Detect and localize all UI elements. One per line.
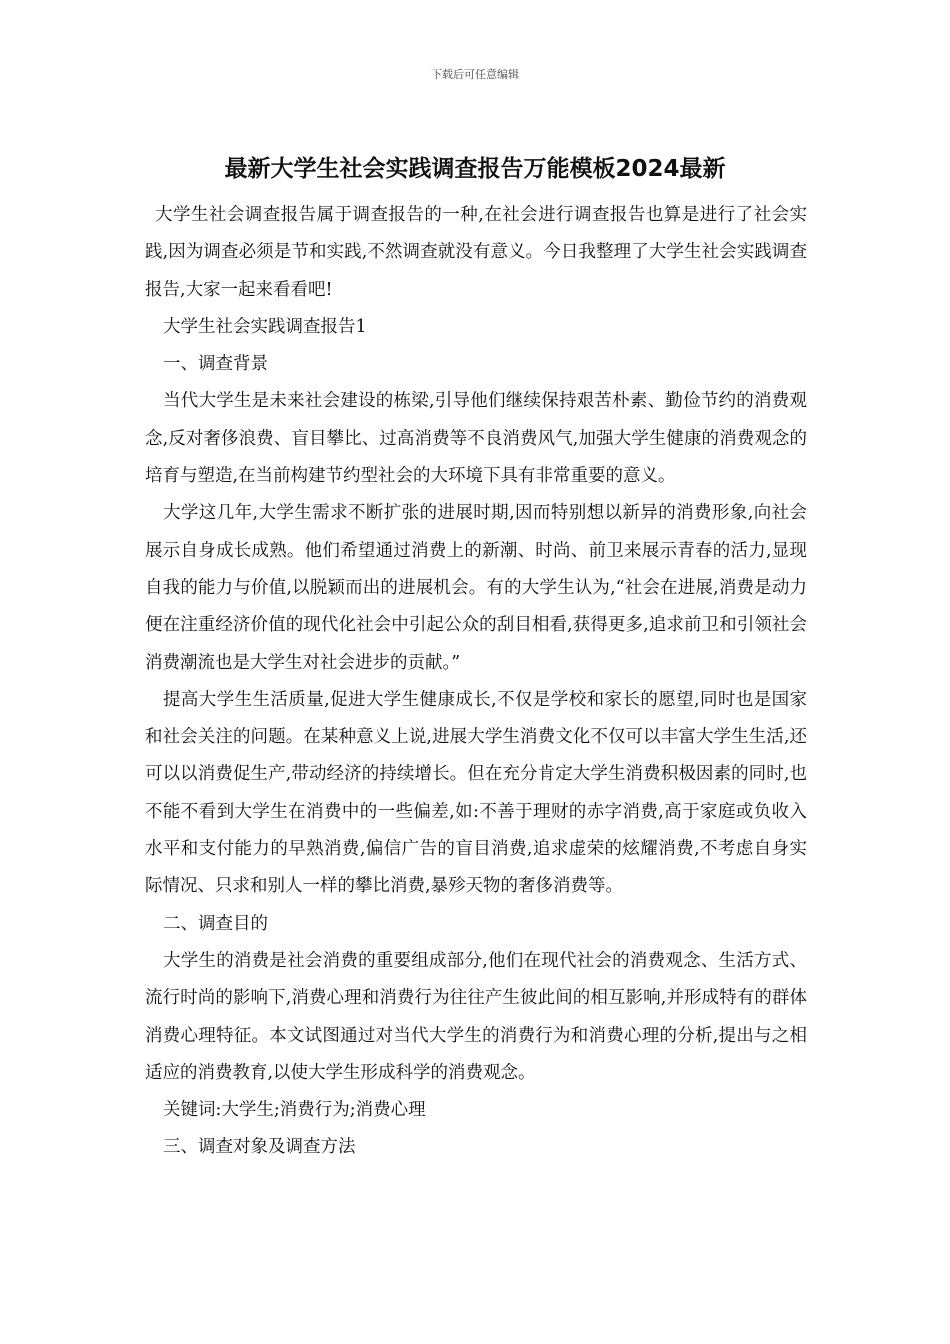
document-title: 最新大学生社会实践调查报告万能模板2024最新: [224, 156, 726, 182]
report-subtitle: 大学生社会实践调查报告1: [163, 316, 367, 337]
document-body: [145, 197, 807, 1167]
keywords-line: 关键词:大学生;消费行为;消费心理: [163, 1100, 426, 1121]
paragraph: 当代大学生是未来社会建设的栋梁,引导他们继续保持艰苦朴素、勤俭节约的消费观念,反对奢侈浪费、盲目攀比、过高消费等不良消费风气,加强大学生健康的消费观念的培育与塑造,在当前构建节约型社会的大环境下具有非常重要的意义。: [145, 391, 807, 487]
section-heading-background: 一、调查背景: [163, 354, 268, 375]
paragraph: 大学这几年,大学生需求不断扩张的进展时期,因而特别想以新异的消费形象,向社会展示自身成长成熟。他们希望通过消费上的新潮、时尚、前卫来展示青春的活力,显现自我的能力与价值,以脱颖而出的进展机会。有的大学生认为,“社会在进展,消费是动力便在注重经济价值的现代化社会中引起公众的刮目相看,获得更多,追求前卫和引领社会消费潮流也是大学生对社会进步的贡献。”: [145, 503, 807, 673]
paragraph: 提高大学生生活质量,促进大学生健康成长,不仅是学校和家长的愿望,同时也是国家和社会关注的问题。在某种意义上说,进展大学生消费文化不仅可以丰富大学生生活,还可以以消费促生产,带动经济的持续增长。但在充分肯定大学生消费积极因素的同时,也不能不看到大学生在消费中的一些偏差,如:不善于理财的赤字消费,高于家庭或负收入水平和支付能力的早熟消费,偏信广告的盲目消费,追求虚荣的炫耀消费,不考虑自身实际情况、只求和别人一样的攀比消费,暴殄天物的奢侈消费等。: [145, 689, 807, 897]
paragraph: 大学生的消费是社会消费的重要组成部分,他们在现代社会的消费观念、生活方式、流行时尚的影响下,消费心理和消费行为往往产生彼此间的相互影响,并形成特有的群体消费心理特征。本文试图通过对当代大学生的消费行为和消费心理的分析,提出与之相适应的消费教育,以使大学生形成科学的消费观念。: [145, 950, 807, 1083]
section-heading-purpose: 二、调查目的: [163, 913, 268, 934]
section-heading-subjects-methods: 三、调查对象及调查方法: [163, 1137, 356, 1158]
intro-paragraph: 大学生社会调查报告属于调查报告的一种,在社会进行调查报告也算是进行了社会实践,因为调查必须是节和实践,不然调查就没有意义。今日我整理了大学生社会实践调查报告,大家一起来看看吧!: [145, 205, 807, 300]
page-header-note: 下载后可任意编辑: [431, 68, 519, 81]
